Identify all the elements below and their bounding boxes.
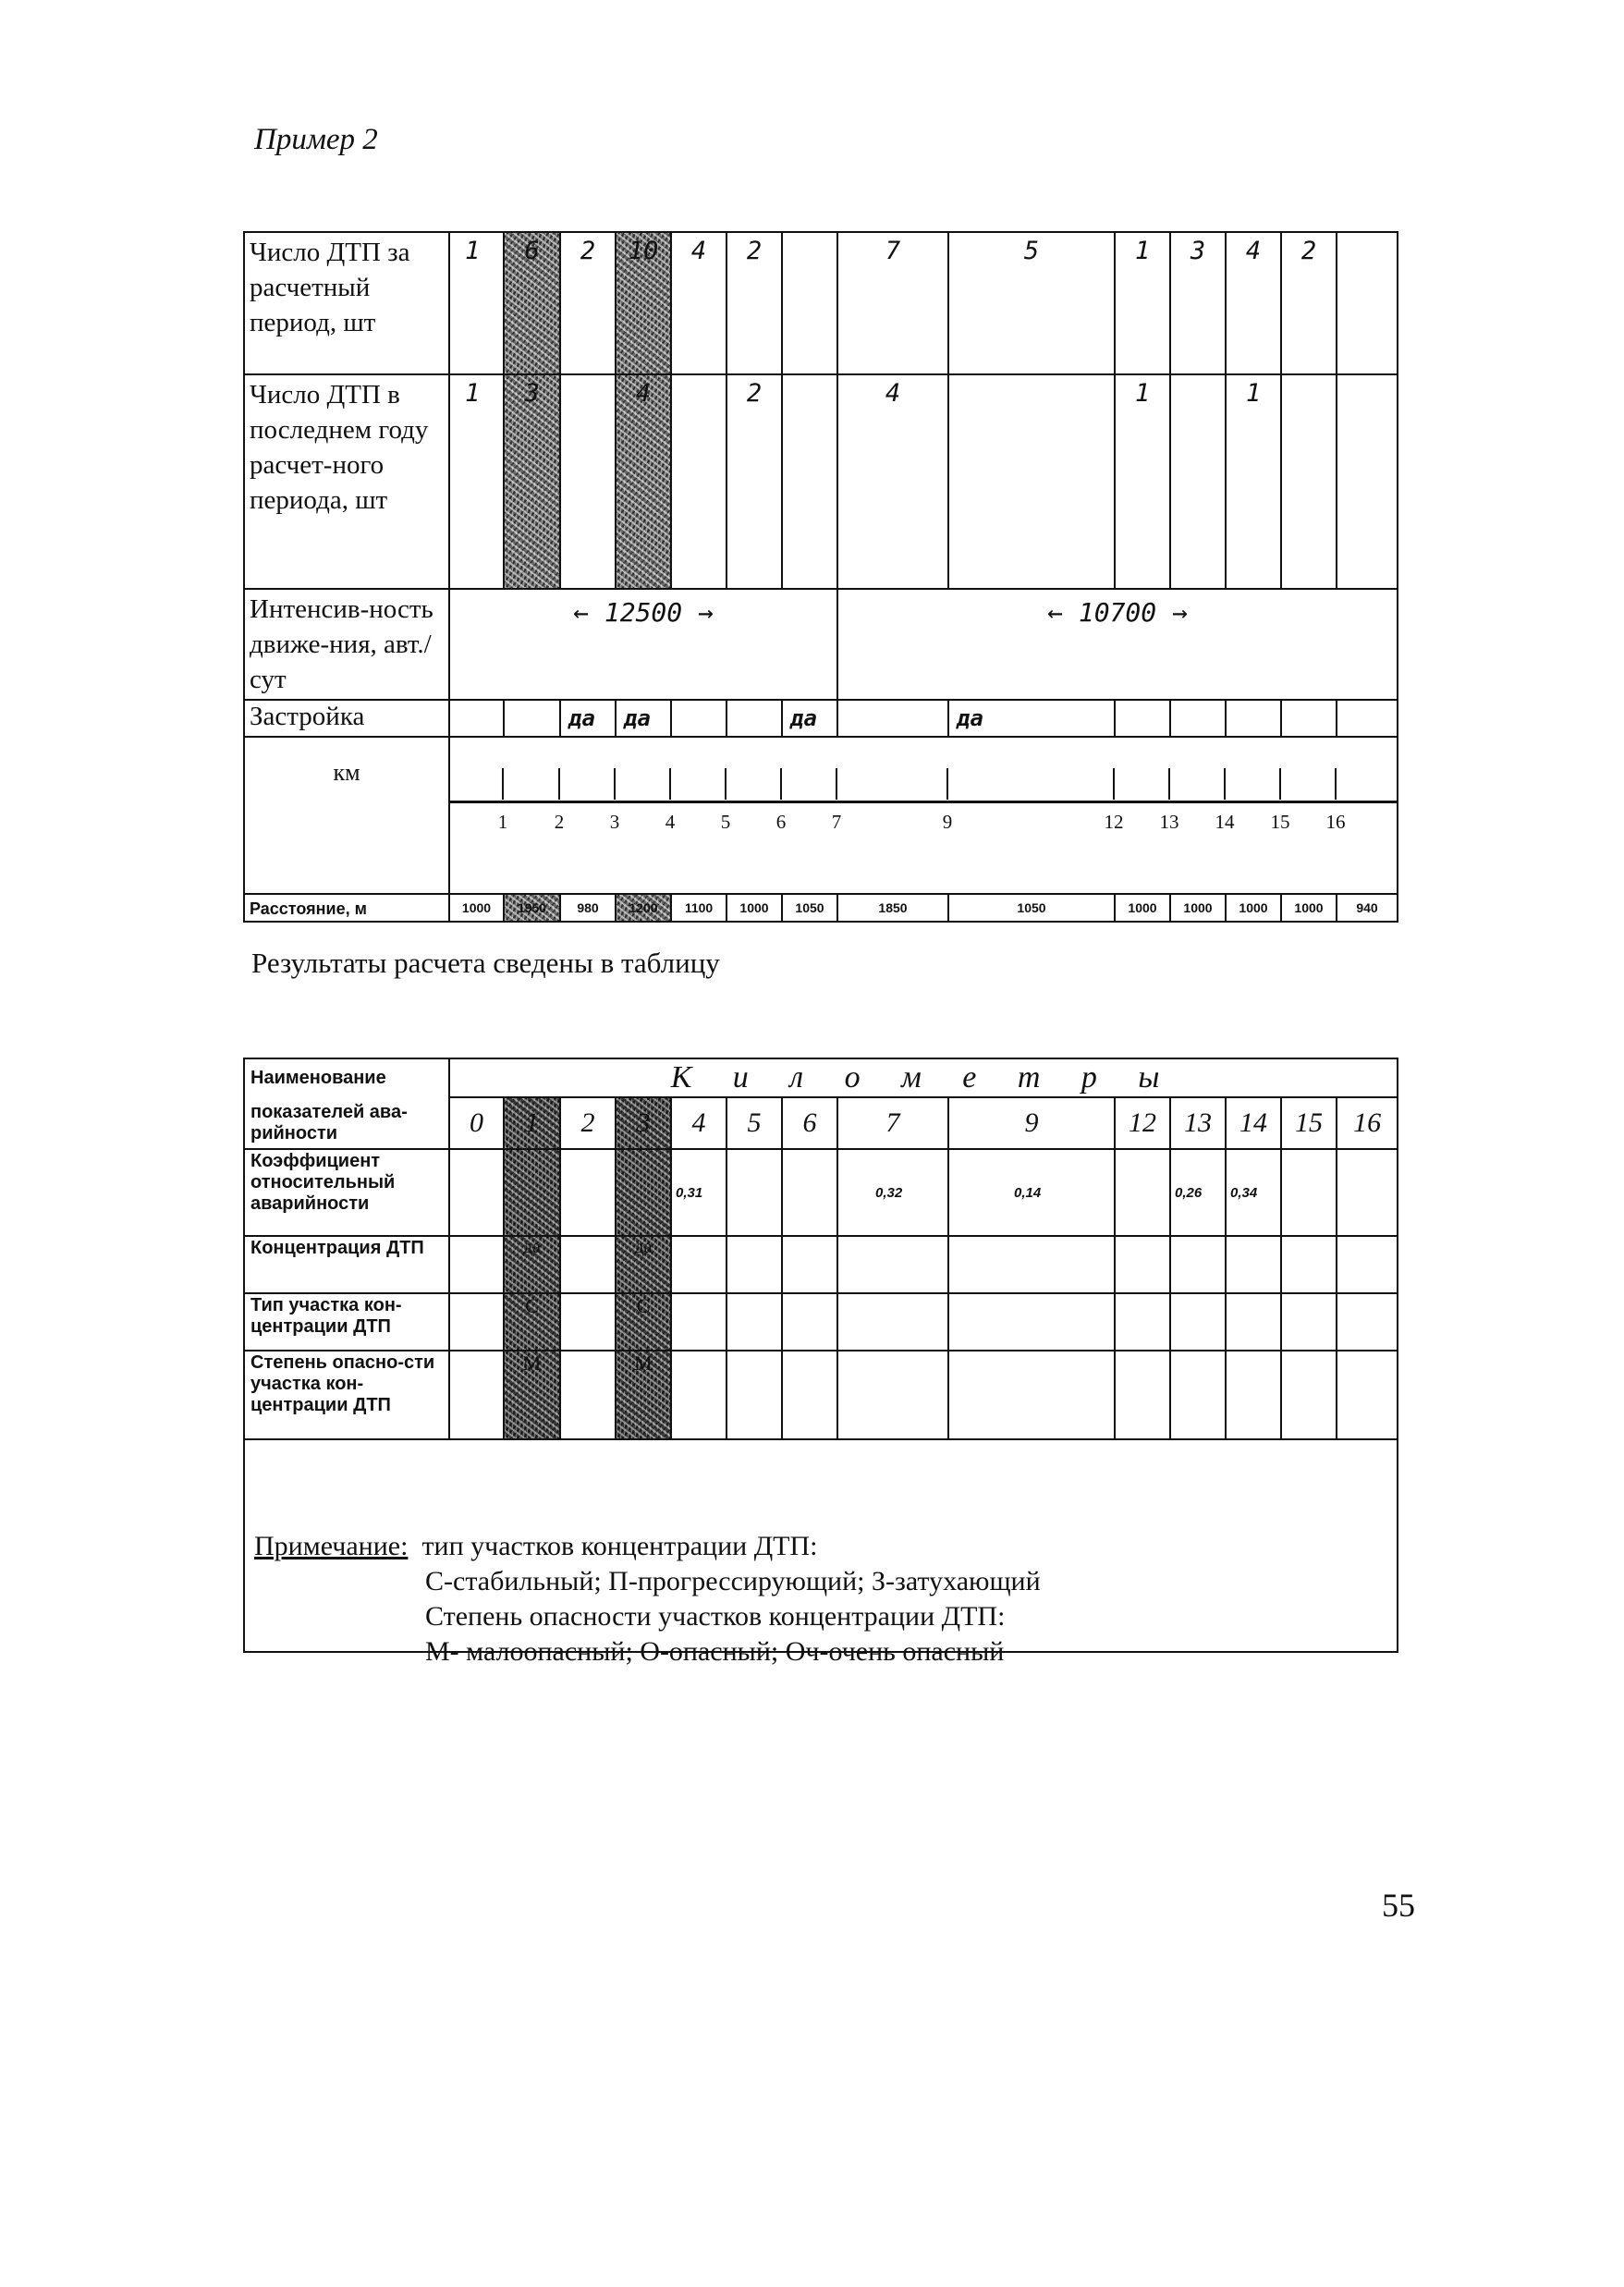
distance-cell: 1000 [727,894,782,922]
km-tick-label: 16 [1325,811,1346,833]
coef-row [244,1149,1398,1236]
row-distance-label: Расстояние, м [244,894,449,922]
row-building-label: Застройка [244,700,449,737]
header-name-label: Наименование [244,1058,449,1097]
coef-cell-hatched [616,1149,671,1236]
km-number-cell: 7 [837,1097,948,1149]
concentration-cell [560,1236,616,1293]
accidents-cell: 7 [837,232,948,374]
accidents-cell: 2 [727,232,782,374]
km-number-cell-hatched: 1 [504,1097,560,1149]
km-tick [1224,768,1226,800]
accidents-cell: 5 [948,232,1115,374]
distance-cell: 1000 [449,894,504,922]
coef-cell [560,1149,616,1236]
km-tick-label: 1 [497,811,508,833]
coef-cell [1281,1149,1337,1236]
note-title: Примечание: [254,1531,409,1561]
building-cell: да [616,700,671,737]
concentration-cell-hatched: да [504,1236,560,1293]
distance-cell: 1850 [837,894,948,922]
building-cell: да [782,700,837,737]
row-last-year-label: Число ДТП в последнем году расчет-ного периода, шт [244,374,449,589]
distance-cell: 1050 [782,894,837,922]
type-cell [1170,1293,1226,1351]
last-year-cell: 1 [449,374,504,589]
km-label: км [244,737,449,807]
concentration-cell-hatched: да [616,1236,671,1293]
row-building [244,700,1398,737]
km-number-cell: 12 [1115,1097,1170,1149]
km-tick [1168,768,1170,800]
distance-cell-hatched: 1200 [616,894,671,922]
concentration-row [244,1236,1398,1293]
km-tick-label: 5 [720,811,731,833]
km-tick [1335,768,1337,800]
type-cell [1115,1293,1170,1351]
type-cell [671,1293,727,1351]
danger-cell [948,1351,1115,1439]
last-year-cell [1281,374,1337,589]
distance-cell: 1050 [948,894,1115,922]
km-number-cell: 16 [1337,1097,1398,1149]
type-cell [837,1293,948,1351]
km-number-cell: 14 [1226,1097,1281,1149]
km-tick-label: 14 [1215,811,1235,833]
concentration-cell [727,1236,782,1293]
km-tick [669,768,671,800]
danger-cell [560,1351,616,1439]
km-tick-label: 2 [554,811,565,833]
km-tick [614,768,616,800]
note-line-4: М- малоопасный; О-опасный; Оч-очень опасный [425,1636,1005,1667]
last-year-cell [1170,374,1226,589]
last-year-cell [560,374,616,589]
km-tick [502,768,504,800]
coef-cell [782,1149,837,1236]
accidents-cell: 1 [449,232,504,374]
danger-cell [449,1351,504,1439]
distance-cell: 980 [560,894,616,922]
note-line-3: Степень опасности участков концентрации ДТП: [425,1601,1006,1632]
accidents-cell: 4 [671,232,727,374]
danger-cell [671,1351,727,1439]
note-line-1: тип участков концентрации ДТП: [421,1531,818,1561]
building-cell [1337,700,1398,737]
type-cell-hatched: С [504,1293,560,1351]
last-year-cell: 1 [1226,374,1281,589]
accidents-cell: 4 [1226,232,1281,374]
km-tick-label: 4 [665,811,676,833]
coef-cell [1115,1149,1170,1236]
coef-cell: 0,31 [671,1149,727,1236]
row-intensity-label: Интенсив-ность движе-ния, авт./сут [244,589,449,700]
row-accidents [244,232,1398,374]
last-year-cell: 4 [837,374,948,589]
building-cell [1281,700,1337,737]
km-number-cell: 4 [671,1097,727,1149]
coef-cell [1337,1149,1398,1236]
km-tick [725,768,727,800]
concentration-cell [1115,1236,1170,1293]
km-number-cell: 2 [560,1097,616,1149]
accidents-cell: 2 [560,232,616,374]
header-km-label: К и л о м е т р ы [449,1058,1398,1097]
km-tick-label: 15 [1270,811,1290,833]
coef-cell: 0,34 [1226,1149,1281,1236]
danger-cell-hatched: М [616,1351,671,1439]
building-cell: да [560,700,616,737]
row-intensity [244,589,1398,700]
intensity-right: ← 10700 → [837,589,1398,700]
building-cell [837,700,948,737]
row-accidents-label: Число ДТП за расчетный период, шт [244,232,449,374]
building-cell [449,700,504,737]
km-number-cell: 15 [1281,1097,1337,1149]
building-cell [671,700,727,737]
km-number-cell: 0 [449,1097,504,1149]
type-cell [727,1293,782,1351]
coef-cell: 0,26 [1170,1149,1226,1236]
example-heading: Пример 2 [254,123,378,156]
km-tick-label: 9 [942,811,953,833]
danger-cell [782,1351,837,1439]
concentration-cell [1281,1236,1337,1293]
type-label: Тип участка кон-центрации ДТП [244,1293,449,1351]
km-tick [836,768,837,800]
km-number-cell: 6 [782,1097,837,1149]
type-cell [1226,1293,1281,1351]
type-cell [1337,1293,1398,1351]
km-tick-label: 12 [1104,811,1124,833]
building-cell [1226,700,1281,737]
accidents-cell-hatched: 6 [504,232,560,374]
type-cell [449,1293,504,1351]
accidents-cell: 1 [1115,232,1170,374]
last-year-cell [671,374,727,589]
building-cell: да [948,700,1115,737]
results-intro-text: Результаты расчета сведены в таблицу [251,947,720,979]
accidents-cell [782,232,837,374]
type-cell [560,1293,616,1351]
km-tick [780,768,782,800]
concentration-cell [782,1236,837,1293]
concentration-cell [837,1236,948,1293]
note-block [254,1529,1041,1669]
km-tick-label: 13 [1159,811,1179,833]
distance-cell: 1000 [1281,894,1337,922]
last-year-cell [782,374,837,589]
distance-cell: 1100 [671,894,727,922]
type-cell [1281,1293,1337,1351]
coef-cell [727,1149,782,1236]
km-tick [1279,768,1281,800]
km-tick [946,768,948,800]
km-number-cell: 9 [948,1097,1115,1149]
type-row [244,1293,1398,1351]
km-baseline [448,801,1397,803]
km-tick [558,768,560,800]
last-year-cell: 2 [727,374,782,589]
km-number-cell: 13 [1170,1097,1226,1149]
note-line-2: С-стабильный; П-прогрессирующий; З-затухающий [425,1566,1041,1596]
concentration-cell [1170,1236,1226,1293]
danger-cell [1170,1351,1226,1439]
concentration-label: Концентрация ДТП [244,1236,449,1293]
type-cell [948,1293,1115,1351]
km-number-cell: 5 [727,1097,782,1149]
km-scale [448,735,1397,846]
page-number: 55 [1382,1887,1415,1924]
results-header-row [244,1058,1398,1097]
coef-cell [449,1149,504,1236]
coef-cell-hatched [504,1149,560,1236]
building-cell [1115,700,1170,737]
distance-cell: 940 [1337,894,1398,922]
distance-cell: 1000 [1226,894,1281,922]
km-empty [244,807,449,894]
km-tick-label: 3 [609,811,620,833]
concentration-cell [1226,1236,1281,1293]
distance-cell: 1000 [1170,894,1226,922]
danger-cell [837,1351,948,1439]
danger-cell [1226,1351,1281,1439]
header-name-label-2: показателей ава-рийности [244,1097,449,1149]
coef-cell: 0,32 [837,1149,948,1236]
concentration-cell [1337,1236,1398,1293]
last-year-cell [1337,374,1398,589]
building-cell [727,700,782,737]
row-distance [244,894,1398,922]
concentration-cell [449,1236,504,1293]
coef-label: Коэффициент относительный аварийности [244,1149,449,1236]
danger-cell [1281,1351,1337,1439]
danger-cell [727,1351,782,1439]
accidents-cell [1337,232,1398,374]
danger-row [244,1351,1398,1439]
intensity-left: ← 12500 → [449,589,837,700]
danger-cell-hatched: М [504,1351,560,1439]
danger-cell [1115,1351,1170,1439]
concentration-cell [671,1236,727,1293]
km-tick-label: 6 [775,811,787,833]
km-tick-label: 7 [831,811,842,833]
type-cell-hatched: С [616,1293,671,1351]
last-year-cell-hatched: 4 [616,374,671,589]
last-year-cell [948,374,1115,589]
last-year-cell: 1 [1115,374,1170,589]
accidents-cell: 2 [1281,232,1337,374]
accidents-cell: 3 [1170,232,1226,374]
danger-cell [1337,1351,1398,1439]
results-km-row [244,1097,1398,1149]
concentration-cell [948,1236,1115,1293]
km-tick [1113,768,1115,800]
building-cell [1170,700,1226,737]
last-year-cell-hatched: 3 [504,374,560,589]
building-cell [504,700,560,737]
danger-label: Степень опасно-сти участка кон-центрации ДТП [244,1351,449,1439]
km-number-cell-hatched: 3 [616,1097,671,1149]
row-last-year [244,374,1398,589]
coef-cell: 0,14 [948,1149,1115,1236]
distance-cell-hatched: 1950 [504,894,560,922]
type-cell [782,1293,837,1351]
distance-cell: 1000 [1115,894,1170,922]
accidents-cell-hatched: 10 [616,232,671,374]
